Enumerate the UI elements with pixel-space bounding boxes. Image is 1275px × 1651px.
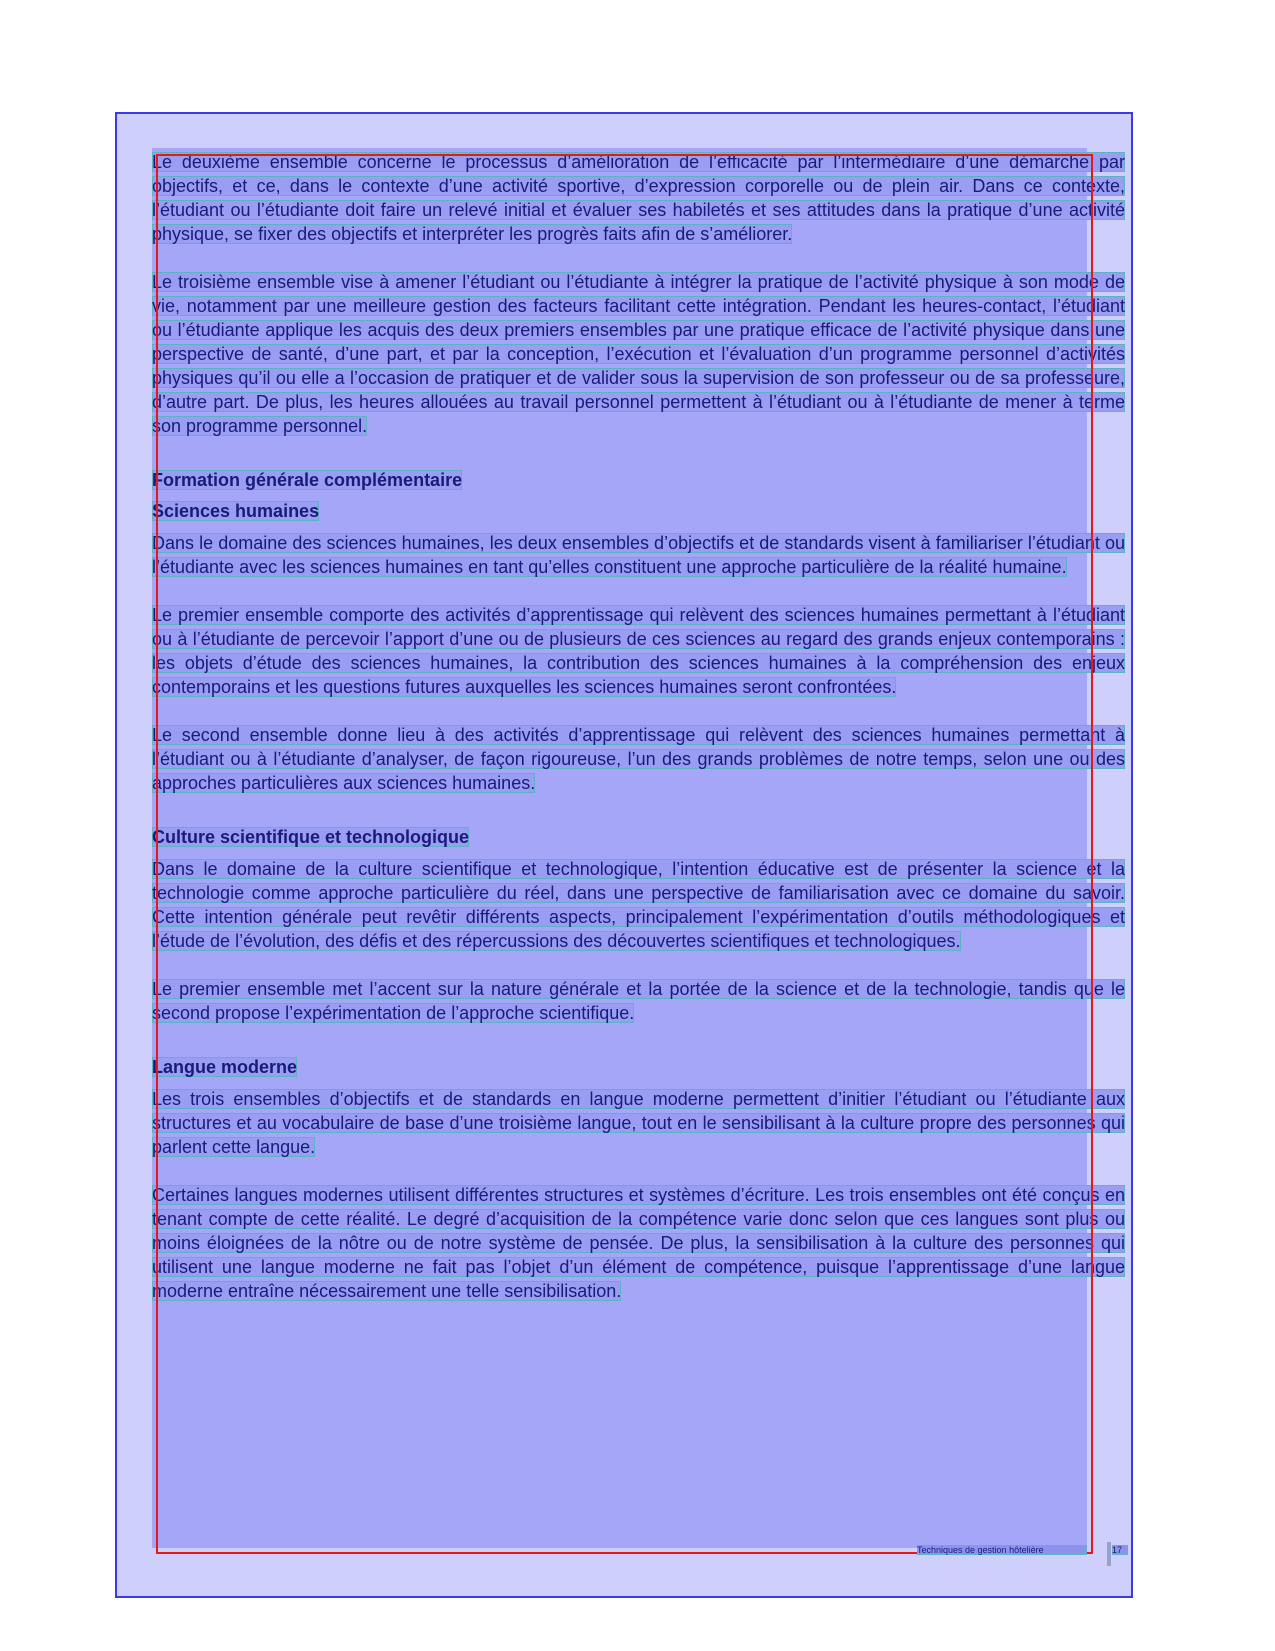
paragraph: Dans le domaine des sciences humaines, les deux ensembles d’objectifs et de standards visent à familiariser l’étudiant ou l’étudiante avec les sciences humaines en tant qu’elles constituent une approche particulière de la réalité humaine. [152,533,1125,577]
footer-marker [1107,1542,1111,1566]
document-body [152,150,1125,1327]
paragraph: Le troisième ensemble vise à amener l’étudiant ou l’étudiante à intégrer la pratique de l’activité physique à son mode de vie, notamment par une meilleure gestion des facteurs facilitant cette intégration. Pendant les heures-contact, l’étudiant ou l’étudiante applique les acquis des deux premiers ensembles par une pratique efficace de l’activité physique dans une perspective de santé, d’une part, et par la conception, l’exécution et l’évaluation d’un programme personnel d’activités physiques qu’il ou elle a l’occasion de pratiquer et de valider sous la supervision de son professeur ou de sa professeure, d’autre part. De plus, les heures allouées au travail personnel permettent à l’étudiant ou à l’étudiante de mener à terme son programme personnel. [152,272,1125,436]
section-heading: Culture scientifique et technologique [152,827,470,847]
paragraph: Certaines langues modernes utilisent différentes structures et systèmes d’écriture. Les trois ensembles ont été conçus en tenant compte de cette réalité. Le degré d’acquisition de la compétence varie donc selon que ces langues sont plus ou moins éloignées de la nôtre ou de notre système de pensée. De plus, la sensibilisation à la culture des personnes qui utilisent une langue moderne ne fait pas l’objet d’un élément de compétence, puisque l’apprentissage d’une langue moderne entraîne nécessairement une telle sensibilisation. [152,1185,1125,1301]
section-heading: Langue moderne [152,1057,298,1077]
footer-title: Techniques de gestion hôtelière [917,1545,1087,1555]
paragraph: Le premier ensemble comporte des activités d’apprentissage qui relèvent des sciences humaines permettant à l’étudiant ou à l’étudiante de percevoir l’apport d’une ou de plusieurs de ces sciences au regard des grands enjeux contemporains : les objets d’étude des sciences humaines, la contribution des sciences humaines à la compréhension des enjeux contemporains et les questions futures auxquelles les sciences humaines seront confrontées. [152,605,1125,697]
page-number: 17 [1112,1545,1128,1555]
paragraph: Le premier ensemble met l’accent sur la nature générale et la portée de la science et de la technologie, tandis que le second propose l’expérimentation de l’approche scientifique. [152,979,1125,1023]
section-heading: Formation générale complémentaire [152,470,463,490]
paragraph: Les trois ensembles d’objectifs et de standards en langue moderne permettent d’initier l’étudiant ou l’étudiante aux structures et au vocabulaire de base d’une troisième langue, tout en le sensibilisant à la culture propre des personnes qui parlent cette langue. [152,1089,1125,1157]
paragraph: Le deuxième ensemble concerne le processus d’amélioration de l’efficacité par l’intermédiaire d’une démarche par objectifs, et ce, dans le contexte d’une activité sportive, d’expression corporelle ou de plein air. Dans ce contexte, l’étudiant ou l’étudiante doit faire un relevé initial et évaluer ses habiletés et ses attitudes dans la pratique d’une activité physique, se fixer des objectifs et interpréter les progrès faits afin de s’améliorer. [152,152,1125,244]
paragraph: Dans le domaine de la culture scientifique et technologique, l’intention éducative est de présenter la science et la technologie comme approche particulière du réel, dans une perspective de familiarisation avec ce domaine du savoir. Cette intention générale peut revêtir différents aspects, principalement l’expérimentation d’outils méthodologiques et l’étude de l’évolution, des défis et des répercussions des découvertes scientifiques et technologiques. [152,859,1125,951]
paragraph: Le second ensemble donne lieu à des activités d’apprentissage qui relèvent des sciences humaines permettant à l’étudiant ou à l’étudiante d’analyser, de façon rigoureuse, l’un des grands problèmes de notre temps, selon une ou des approches particulières aux sciences humaines. [152,725,1125,793]
subsection-heading: Sciences humaines [152,501,320,521]
